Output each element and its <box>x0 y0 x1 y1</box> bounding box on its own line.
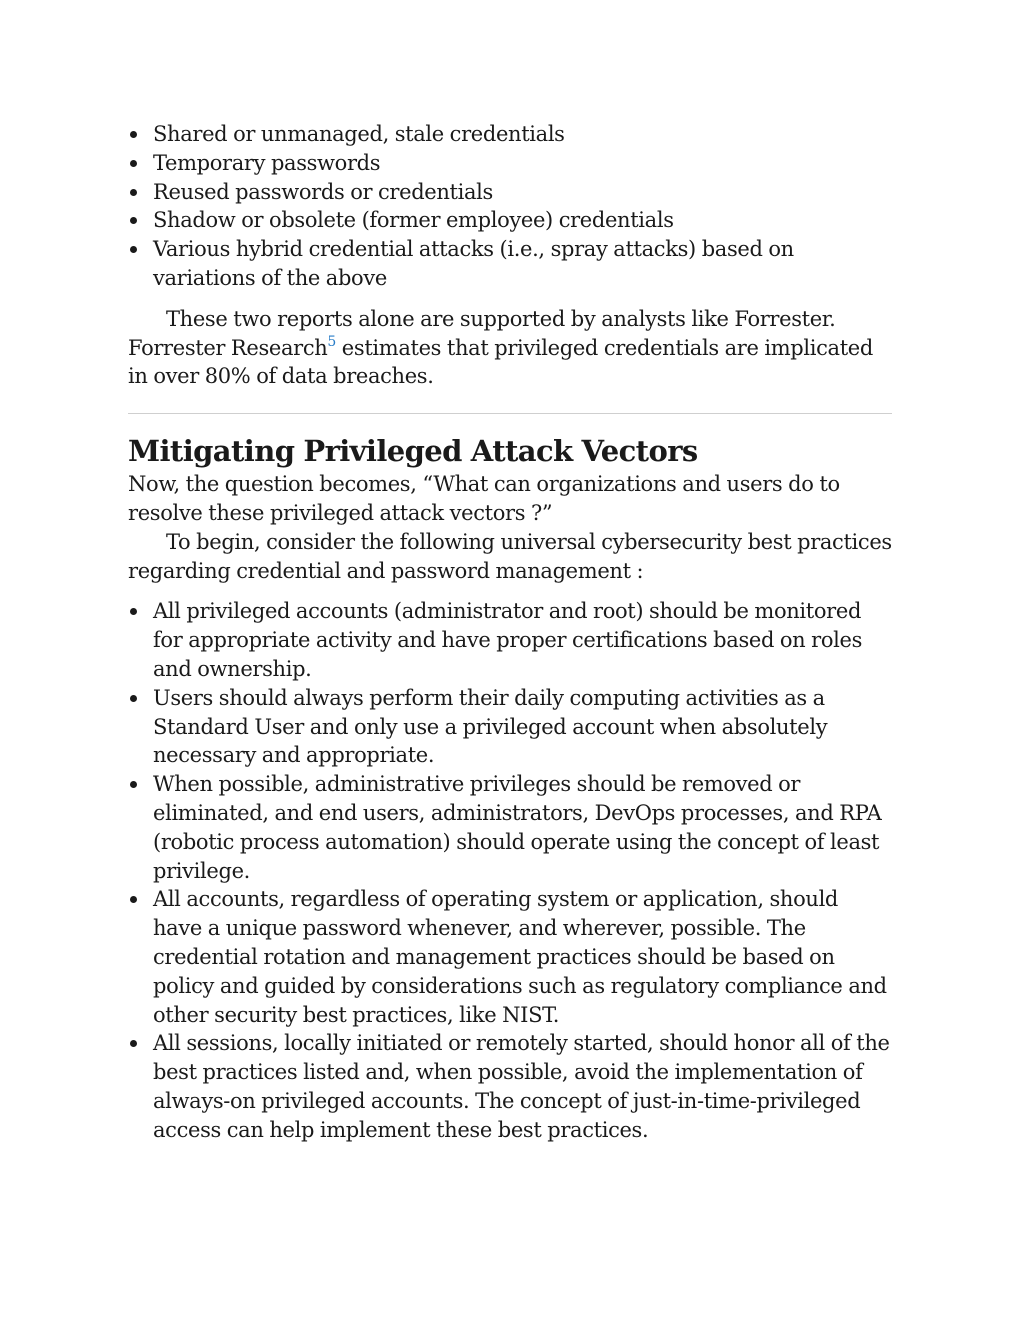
list-item: Various hybrid credential attacks (i.e., spray attacks) based on variations of the above <box>128 235 892 293</box>
paragraph-text: estimates that privileged credentials are implicated in over 80% of data breaches. <box>128 335 873 389</box>
forrester-paragraph <box>128 305 892 391</box>
document-page <box>128 120 892 1145</box>
list-item: Shared or unmanaged, stale credentials <box>128 120 892 149</box>
list-item: Temporary passwords <box>128 149 892 178</box>
list-item: Users should always perform their daily computing activities as a Standard User and only use a privileged account when absolutely necessary and appropriate. <box>128 684 892 770</box>
list-item: Shadow or obsolete (former employee) credentials <box>128 206 892 235</box>
paragraph-text: These two reports alone are supported by analysts like Forrester. Forrester Research <box>128 306 836 360</box>
list-item: All accounts, regardless of operating system or application, should have a unique password whenever, and wherever, possible. The credential rotation and management practices should be based on policy and guided by considerations such as regulatory compliance and other security best practices, like NIST. <box>128 885 892 1029</box>
section-divider <box>128 413 892 414</box>
lead-paragraph: To begin, consider the following universal cybersecurity best practices regarding credential and password management : <box>128 529 892 583</box>
list-item: All sessions, locally initiated or remotely started, should honor all of the best practices listed and, when possible, avoid the implementation of always-on privileged accounts. The concept of just-in-time-privileged access can help implement these best practices. <box>128 1029 892 1144</box>
section-heading: Mitigating Privileged Attack Vectors <box>128 434 698 469</box>
list-item: Reused passwords or credentials <box>128 178 892 207</box>
list-item: When possible, administrative privileges should be removed or eliminated, and end users, administrators, DevOps processes, and RPA (robotic process automation) should operate using the concept of least privilege. <box>128 770 892 885</box>
intro-paragraph: Now, the question becomes, “What can organizations and users do to resolve these privileged attack vectors ?” <box>128 472 840 525</box>
credential-risk-list <box>128 120 892 293</box>
list-item: All privileged accounts (administrator and root) should be monitored for appropriate activity and have proper certifications based on roles and ownership. <box>128 597 892 683</box>
best-practices-list <box>128 597 892 1144</box>
footnote-link[interactable]: 5 <box>327 333 336 350</box>
